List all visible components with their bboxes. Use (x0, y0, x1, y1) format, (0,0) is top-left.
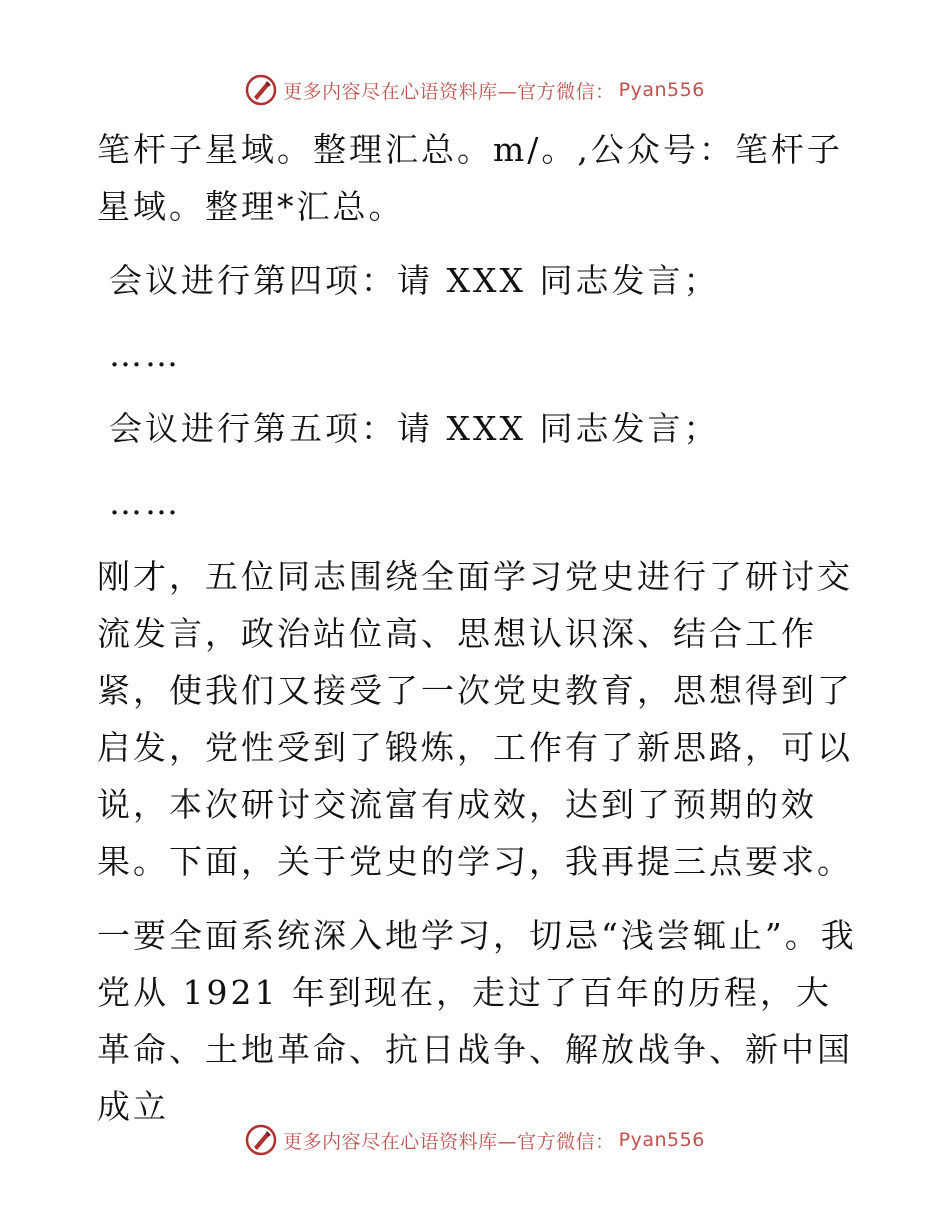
watermark-text: 更多内容尽在心语资料库—官方微信： (283, 1130, 615, 1153)
paragraph: 笔杆子星域。整理汇总。m/。,公众号：笔杆子星域。整理*汇总。 (97, 130, 843, 226)
paragraph: …… (109, 483, 181, 522)
paragraph: 刚才，五位同志围绕全面学习党史进行了研讨交流发言，政治站位高、思想认识深、结合工作紧，使我们又接受了一次党史教育，思想得到了启发，党性受到了锻炼，工作有了新思路，可以说，本次研讨交流富有成效，达到了预期的效果。下面，关于党史的学习，我再提三点要求。 (97, 557, 853, 881)
watermark-account: Pyan556 (618, 1129, 705, 1151)
paragraph: 会议进行第五项：请 XXX 同志发言； (109, 409, 720, 448)
footer-watermark (0, 1120, 950, 1160)
paragraph: 会议进行第四项：请 XXX 同志发言； (109, 261, 720, 300)
document-body (97, 121, 857, 1152)
pen-logo-icon (245, 74, 277, 106)
pen-logo-icon (245, 1124, 277, 1156)
paragraph: …… (109, 335, 181, 374)
header-watermark (0, 70, 950, 110)
paragraph: 一要全面系统深入地学习，切忌“浅尝辄止”。我党从 1921 年到现在，走过了百年的历程，大革命、土地革命、抗日战争、解放战争、新中国成立 (97, 916, 857, 1126)
watermark-account: Pyan556 (618, 79, 705, 101)
watermark-text: 更多内容尽在心语资料库—官方微信： (283, 80, 615, 103)
